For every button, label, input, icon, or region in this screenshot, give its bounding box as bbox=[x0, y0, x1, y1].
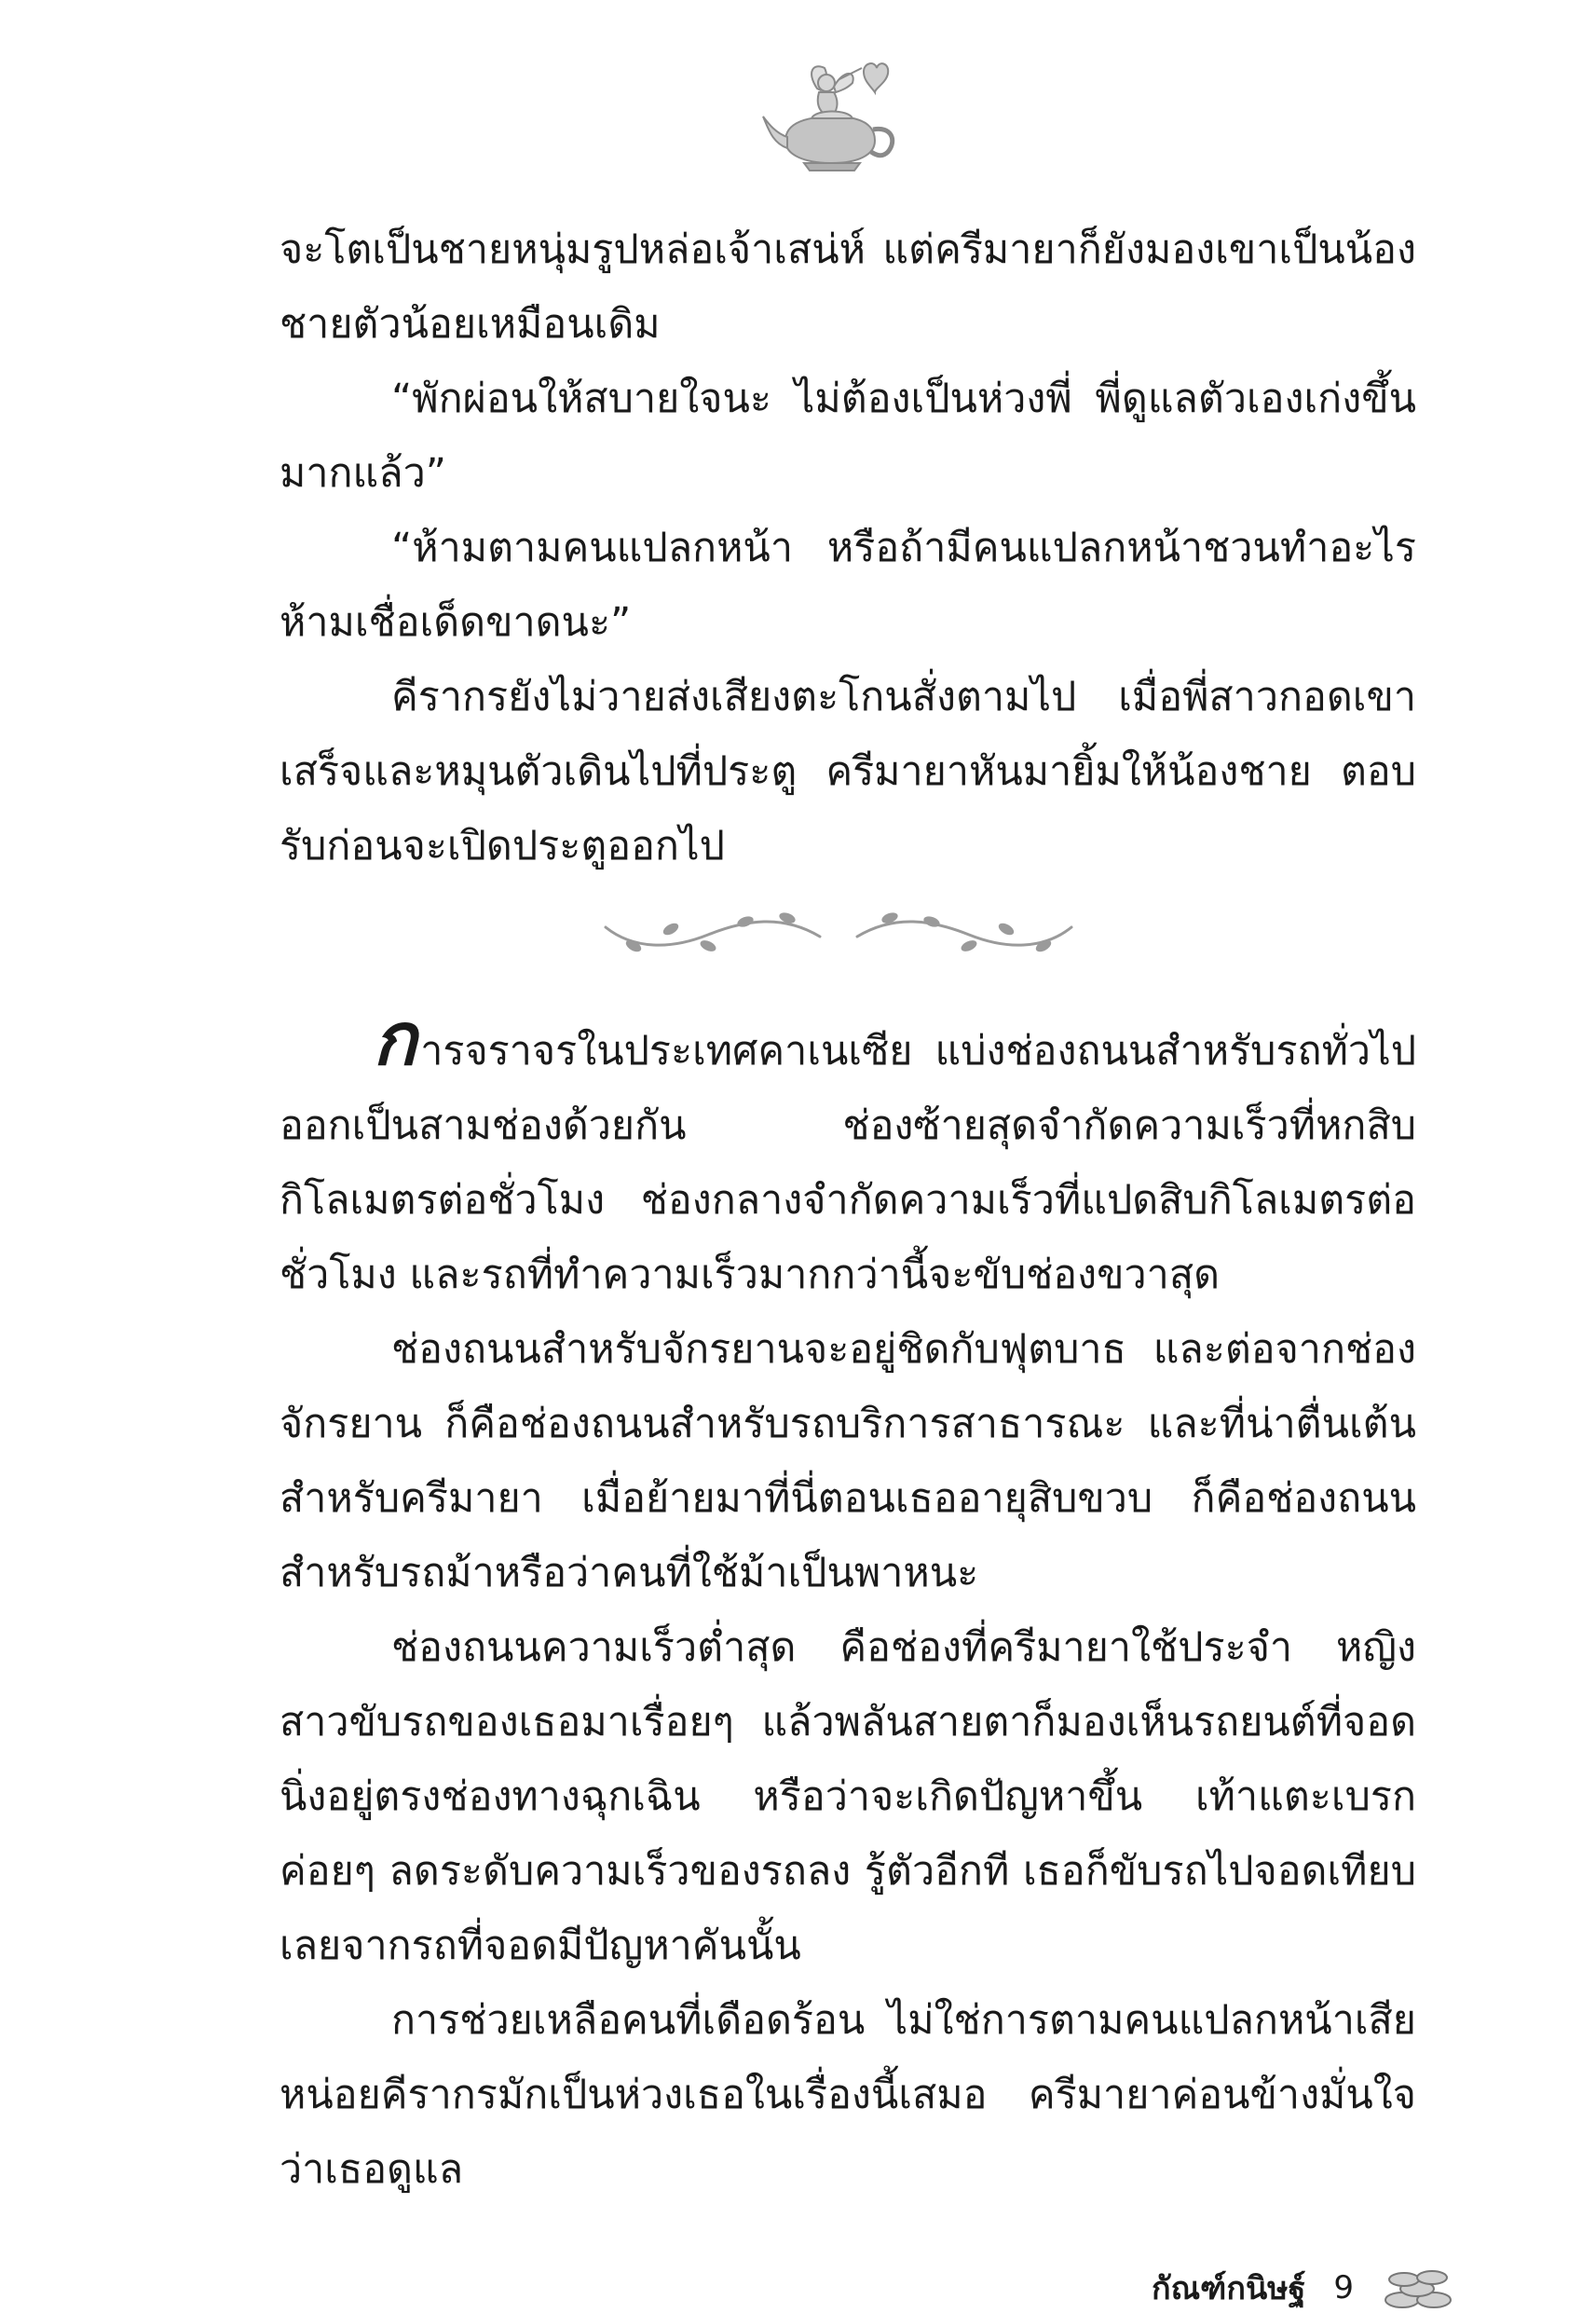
narrative-paragraph: การช่วยเหลือคนที่เดือดร้อน ไม่ใช่การตามคนแปลกหน้าเสียหน่อยคีรากรมักเป็นห่วงเธอในเรื่องนี้เสมอ ครีมายาค่อนข้างมั่นใจว่าเธอดูแล bbox=[280, 1997, 1416, 2193]
page-number: 9 bbox=[1333, 2269, 1354, 2306]
opening-paragraph bbox=[280, 998, 1416, 1312]
drop-cap: ก bbox=[373, 998, 417, 1082]
section-1-text bbox=[280, 212, 1416, 883]
narrative-paragraph: คีรากรยังไม่วายส่งเสียงตะโกนสั่งตามไป เมื่อพี่สาวกอดเขาเสร็จและหมุนตัวเดินไปที่ประตู ครีมายาหันมายิ้มให้น้องชาย ตอบรับก่อนจะเปิดประตูออกไป bbox=[280, 674, 1416, 869]
opening-paragraph-text: ารจราจรในประเทศคาเนเซีย แบ่งช่องถนนสำหรับรถทั่วไปออกเป็นสามช่องด้วยกัน ช่องซ้ายสุดจำกัดความเร็วที่หกสิบกิโลเมตรต่อชั่วโมง ช่องกลางจำกัดความเร็วที่แปดสิบกิโลเมตรต่อชั่วโมง และรถที่ทำความเร็วมากกว่านี้จะขับช่องขวาสุด bbox=[280, 1028, 1416, 1298]
paragraph-continued: จะโตเป็นชายหนุ่มรูปหล่อเจ้าเสน่ห์ แต่ครีมายาก็ยังมองเขาเป็นน้องชายตัวน้อยเหมือนเดิม bbox=[280, 226, 1416, 348]
dialogue-paragraph: “ห้ามตามคนแปลกหน้า หรือถ้ามีคนแปลกหน้าชวนทำอะไรห้ามเชื่อเด็ดขาดนะ” bbox=[280, 525, 1416, 646]
vine-divider-icon bbox=[596, 909, 1081, 974]
section-2-text bbox=[280, 998, 1416, 2207]
coin-stack-icon bbox=[1382, 2265, 1456, 2311]
narrative-paragraph: ช่องถนนความเร็วต่ำสุด คือช่องที่ครีมายาใช้ประจำ หญิงสาวขับรถของเธอมาเรื่อยๆ แล้วพลันสายตาก็มองเห็นรถยนต์ที่จอดนิ่งอยู่ตรงช่องทางฉุกเฉิน หรือว่าจะเกิดปัญหาขึ้น เท้าแตะเบรกค่อยๆ ลดระดับความเร็วของรถลง รู้ตัวอีกที เธอก็ขับรถไปจอดเทียบเลยจากรถที่จอดมีปัญหาคันนั้น bbox=[280, 1624, 1416, 1969]
page-footer bbox=[1152, 2269, 1456, 2306]
book-title: กัณฑ์กนิษฐ์ bbox=[1152, 2270, 1306, 2307]
cupid-teapot-ornament-icon bbox=[759, 51, 908, 177]
narrative-paragraph: ช่องถนนสำหรับจักรยานจะอยู่ชิดกับฟุตบาธ และต่อจากช่องจักรยาน ก็คือช่องถนนสำหรับรถบริการสาธารณะ และที่น่าตื่นเต้นสำหรับครีมายา เมื่อย้ายมาที่นี่ตอนเธออายุสิบขวบ ก็คือช่องถนนสำหรับรถม้าหรือว่าคนที่ใช้ม้าเป็นพาหนะ bbox=[280, 1326, 1416, 1596]
dialogue-paragraph: “พักผ่อนให้สบายใจนะ ไม่ต้องเป็นห่วงพี่ พี่ดูแลตัวเองเก่งขึ้นมากแล้ว” bbox=[280, 376, 1416, 497]
